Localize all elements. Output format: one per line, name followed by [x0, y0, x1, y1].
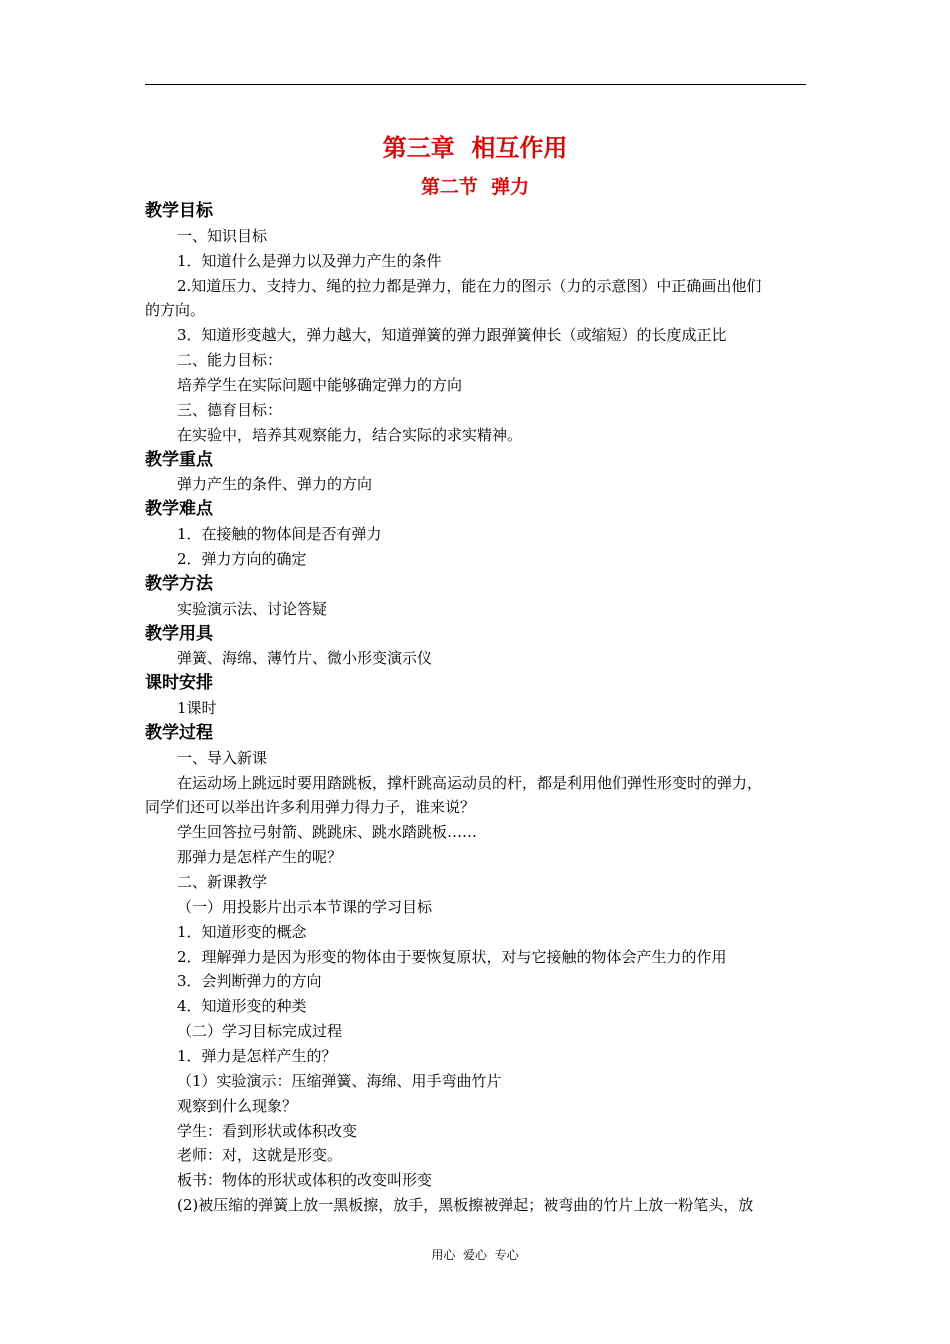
- text-line: 同学们还可以举出许多利用弹力得力子，谁来说？: [145, 798, 476, 817]
- text-line: 三、德育目标：: [177, 400, 283, 419]
- section-heading: 教学难点: [145, 499, 213, 520]
- text-line: 1．弹力是怎样产生的？: [177, 1046, 337, 1065]
- section-heading: 教学过程: [145, 722, 213, 743]
- text-line: （1）实验演示：压缩弹簧、海绵、用手弯曲竹片: [177, 1071, 502, 1090]
- text-line: 的方向。: [145, 301, 206, 320]
- section-heading: 教学目标: [145, 201, 213, 221]
- section-heading: 教学用具: [145, 623, 213, 644]
- text-line: 板书：物体的形状或体积的改变叫形变: [177, 1171, 433, 1190]
- text-line: 弹簧、海绵、薄竹片、微小形变演示仪: [177, 649, 433, 668]
- text-line: 3．知道形变越大，弹力越大，知道弹簧的弹力跟弹簧伸长（或缩短）的长度成正比: [177, 326, 727, 345]
- section-heading: 教学重点: [145, 449, 213, 470]
- text-line: 1．知道什么是弹力以及弹力产生的条件: [177, 251, 442, 270]
- text-line: 弹力产生的条件、弹力的方向: [177, 475, 373, 494]
- text-line: 在运动场上跳远时要用踏跳板，撑杆跳高运动员的杆，都是利用他们弹性形变时的弹力，: [177, 773, 763, 792]
- text-line: (2)被压缩的弹簧上放一黑板擦，放手，黑板擦被弹起；被弯曲的竹片上放一粉笔头，放: [177, 1196, 754, 1214]
- text-line: 2．理解弹力是因为形变的物体由于要恢复原状，对与它接触的物体会产生力的作用: [177, 947, 727, 966]
- text-line: 那弹力是怎样产生的呢？: [177, 848, 343, 867]
- text-line: 2．弹力方向的确定: [177, 549, 307, 568]
- page-footer: 用心 爱心 专心: [431, 1248, 519, 1262]
- text-line: 在实验中，培养其观察能力，结合实际的求实精神。: [177, 425, 523, 444]
- text-line: 2.知道压力、支持力、绳的拉力都是弹力，能在力的图示（力的示意图）中正确画出他们: [177, 276, 762, 295]
- section-heading: 课时安排: [145, 673, 213, 694]
- text-line: 1．在接触的物体间是否有弹力: [177, 525, 382, 543]
- text-line: 二、能力目标：: [177, 351, 283, 370]
- text-line: 实验演示法、讨论答疑: [177, 599, 328, 618]
- text-line: 一、知识目标: [177, 226, 268, 245]
- text-line: 4．知道形变的种类: [177, 997, 307, 1016]
- text-line: 二、新课教学: [177, 873, 268, 891]
- chapter-title: 第三章 相互作用: [382, 134, 568, 162]
- text-line: 观察到什么现象？: [177, 1096, 298, 1115]
- text-line: （一）用投影片出示本节课的学习目标: [177, 897, 433, 916]
- text-line: （二）学习目标完成过程: [177, 1022, 343, 1041]
- text-line: 一、导入新课: [177, 748, 268, 767]
- text-line: 3．会判断弹力的方向: [177, 972, 322, 991]
- text-line: 培养学生在实际问题中能够确定弹力的方向: [177, 376, 463, 394]
- text-line: 1课时: [177, 699, 217, 717]
- section-heading: 教学方法: [145, 573, 213, 594]
- text-line: 1．知道形变的概念: [177, 922, 307, 941]
- text-line: 学生：看到形状或体积改变: [177, 1121, 358, 1140]
- header-rule: [145, 84, 806, 85]
- text-line: 老师：对，这就是形变。: [177, 1146, 343, 1165]
- section-title: 第二节 弹力: [420, 176, 530, 198]
- text-line: 学生回答拉弓射箭、跳跳床、跳水踏跳板……: [177, 823, 478, 842]
